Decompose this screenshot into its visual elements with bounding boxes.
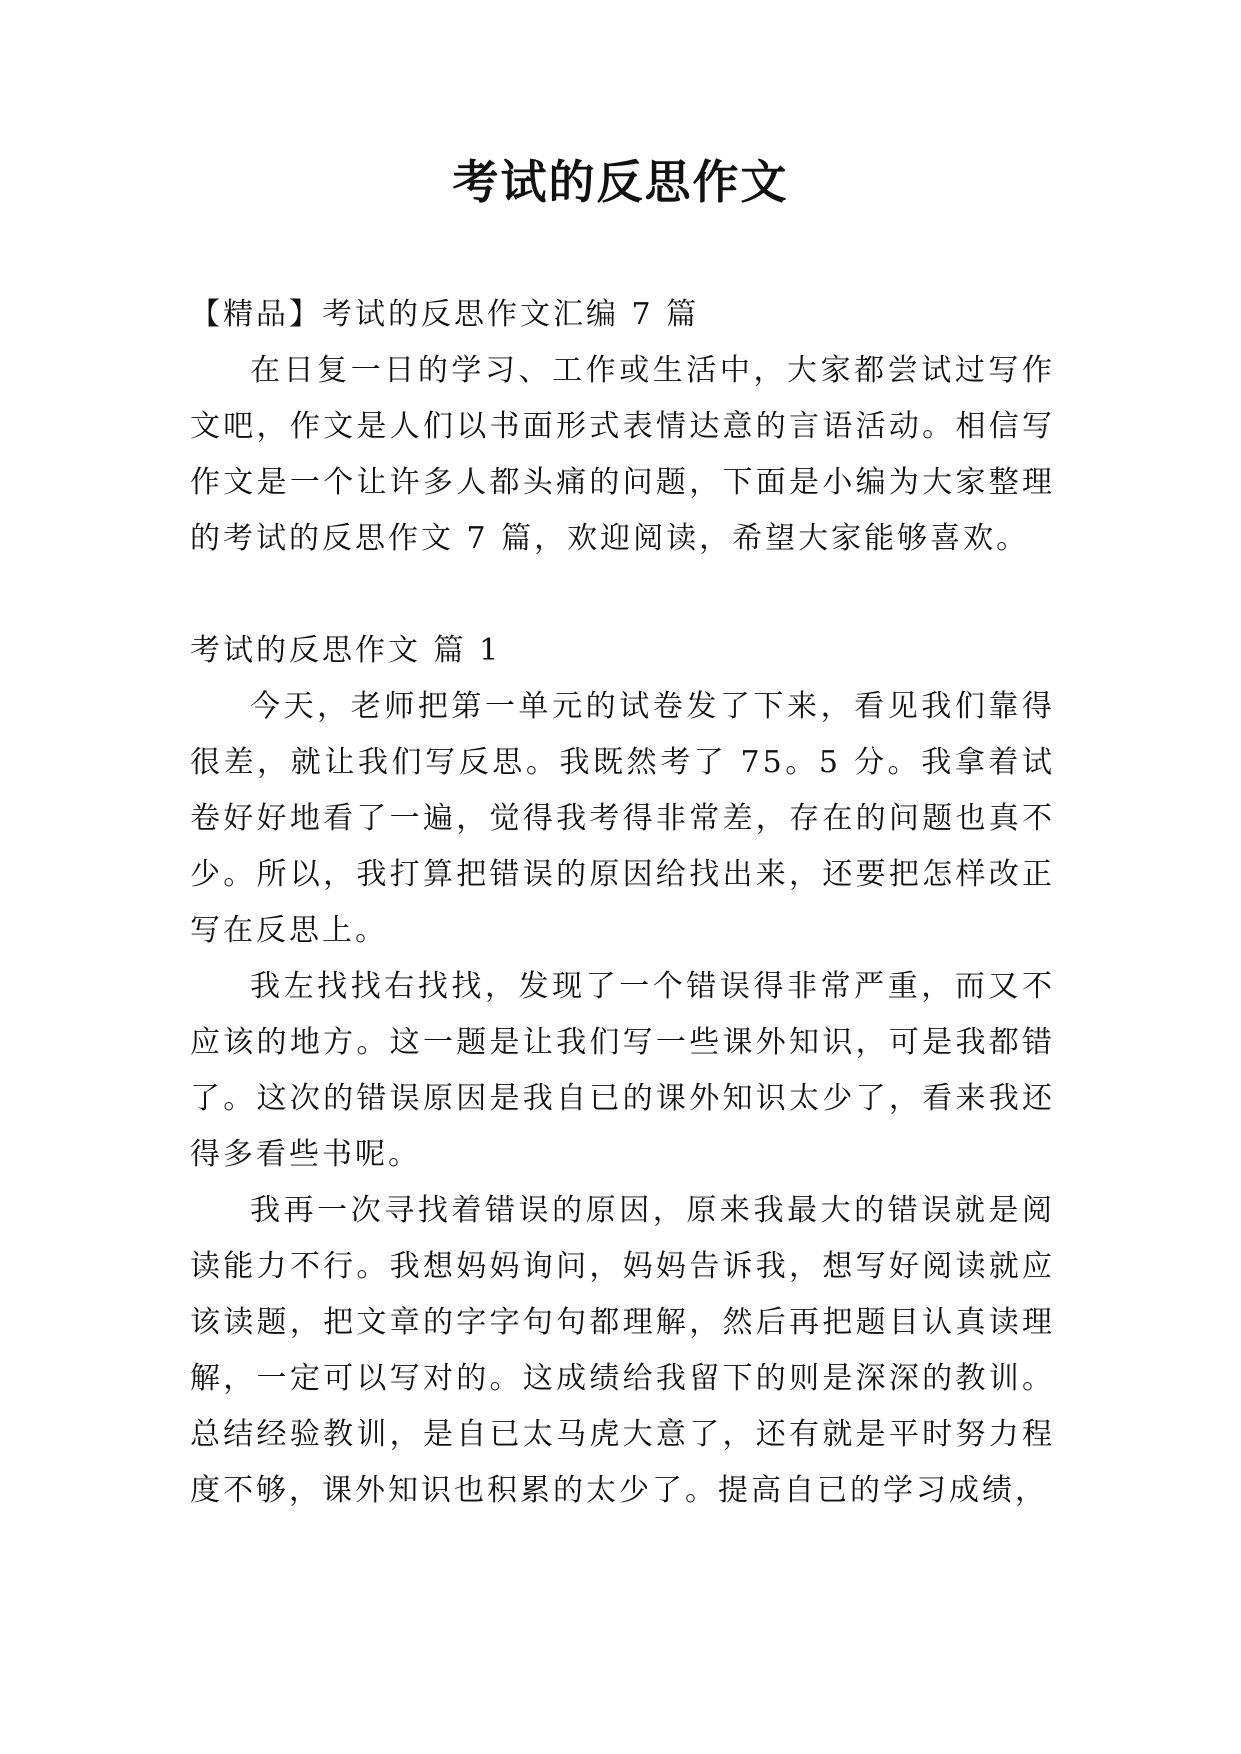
document-subtitle: 【精品】考试的反思作文汇编 7 篇: [190, 297, 700, 332]
document-title: 考试的反思作文: [452, 155, 789, 209]
body-paragraph: 我左找找右找找，发现了一个错误得非常严重，而又不应该的地方。这一题是让我们写一些课外知识，可是我都错了。这次的错误原因是我自已的课外知识太少了，看来我还得多看些书呢。: [190, 969, 1055, 1172]
body-paragraph: 今天，老师把第一单元的试卷发了下来，看见我们靠得很差，就让我们写反思。我既然考了 75。5 分。我拿着试卷好好地看了一遍，觉得我考得非常差，存在的问题也真不少。所以，我打算把错误的原因给找出来，还要把怎样改正写在反思上。: [190, 689, 1055, 948]
section-heading: 考试的反思作文 篇 1: [190, 633, 502, 668]
body-paragraph: 我再一次寻找着错误的原因，原来我最大的错误就是阅读能力不行。我想妈妈询问，妈妈告诉我，想写好阅读就应该读题，把文章的字字句句都理解，然后再把题目认真读理解，一定可以写对的。这成绩给我留下的则是深深的教训。总结经验教训，是自已太马虎大意了，还有就是平时努力程度不够，课外知识也积累的太少了。提高自已的学习成绩，: [190, 1193, 1055, 1508]
document-body: [190, 285, 1055, 1519]
intro-paragraph: 在日复一日的学习、工作或生活中，大家都尝试过写作文吧，作文是人们以书面形式表情达意的言语活动。相信写作文是一个让许多人都头痛的问题，下面是小编为大家整理的考试的反思作文 7 篇，欢迎阅读，希望大家能够喜欢。: [190, 353, 1055, 556]
